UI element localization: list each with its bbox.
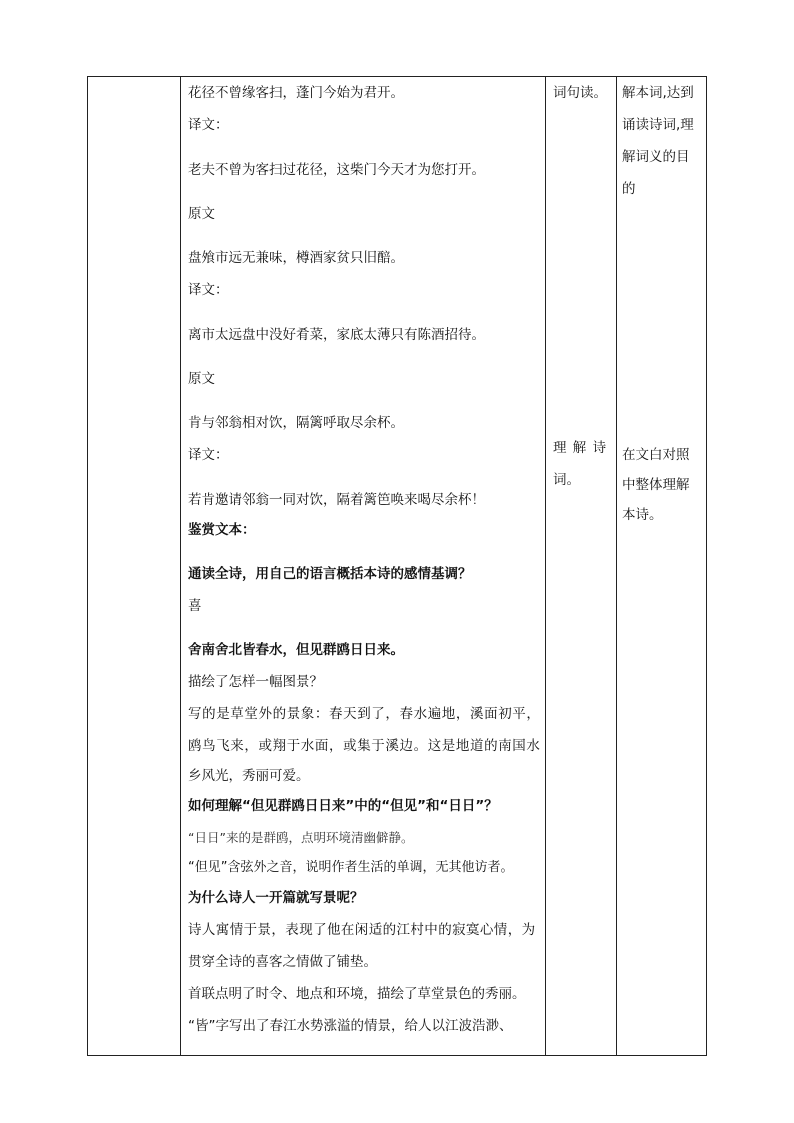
- original-label: 原文: [188, 206, 215, 222]
- answer: 诗人寓情于景，表现了他在闲适的江村中的寂寞心情，为: [188, 922, 536, 938]
- purpose-text: 本诗。: [622, 507, 663, 523]
- translation-text: 若肯邀请邻翁一同对饮，隔着篱笆唤来喝尽余杯！: [188, 492, 485, 508]
- original-label: 原文: [188, 371, 215, 387]
- activity-text: 词。: [553, 472, 580, 488]
- answer: “但见”含弦外之音，说明作者生活的单调，无其他访者。: [188, 860, 514, 875]
- lesson-table: [87, 76, 707, 1056]
- poem-line: 盘飧市远无兼味，樽酒家贫只旧醅。: [188, 250, 404, 266]
- question: 通读全诗，用自己的语言概括本诗的感情基调？: [188, 566, 472, 582]
- purpose-text: 的: [622, 181, 636, 197]
- answer: 写的是草堂外的景象：春天到了，春水遍地，溪面初平，: [188, 706, 541, 722]
- question: 描绘了怎样一幅图景？: [188, 674, 323, 690]
- answer: 鸥鸟飞来，或翔于水面，或集于溪边。这是地道的南国水: [188, 738, 541, 754]
- translation-text: 老夫不曾为客扫过花径，这柴门今天才为您打开。: [188, 162, 485, 178]
- poem-line: 花径不曾缘客扫，蓬门今始为君开。: [188, 85, 404, 101]
- activity-text: 理 解 诗: [553, 440, 608, 456]
- purpose-text: 解词义的目: [622, 149, 690, 165]
- answer: 首联点明了时令、地点和环境，描绘了草堂景色的秀丽。: [188, 986, 526, 1002]
- answer: 喜: [188, 598, 202, 614]
- purpose-text: 中整体理解: [622, 477, 690, 493]
- answer: “日日”来的是群鸥，点明环境清幽僻静。: [188, 830, 414, 845]
- answer: 乡风光，秀丽可爱。: [188, 768, 310, 784]
- column-divider-1: [180, 77, 181, 1055]
- answer: “皆”字写出了春江水势涨溢的情景，给人以江波浩渺、: [188, 1018, 513, 1034]
- answer: 贯穿全诗的喜客之情做了铺垫。: [188, 954, 377, 970]
- activity-column: [553, 77, 613, 1055]
- poem-line: 肯与邻翁相对饮，隔篱呼取尽余杯。: [188, 415, 404, 431]
- content-column: [188, 77, 540, 1055]
- purpose-column: [622, 77, 706, 1055]
- translation-label: 译文：: [188, 117, 229, 133]
- purpose-text: 诵读诗词,理: [622, 117, 694, 133]
- column-divider-3: [616, 77, 617, 1055]
- purpose-text: 在文白对照: [622, 447, 690, 463]
- translation-label: 译文：: [188, 282, 229, 298]
- column-divider-2: [545, 77, 546, 1055]
- translation-label: 译文：: [188, 447, 229, 463]
- blank-column: [88, 77, 180, 1055]
- question: 为什么诗人一开篇就写景呢？: [188, 890, 364, 906]
- section-heading: 鉴赏文本：: [188, 522, 256, 538]
- question: 如何理解“但见群鸥日日来”中的“但见”和“日日”？: [188, 798, 498, 814]
- activity-text: 词句读。: [553, 85, 607, 101]
- purpose-text: 解本词,达到: [622, 85, 694, 101]
- translation-text: 离市太远盘中没好肴菜，家底太薄只有陈酒招待。: [188, 327, 485, 343]
- poem-line: 舍南舍北皆春水，但见群鸥日日来。: [188, 642, 404, 658]
